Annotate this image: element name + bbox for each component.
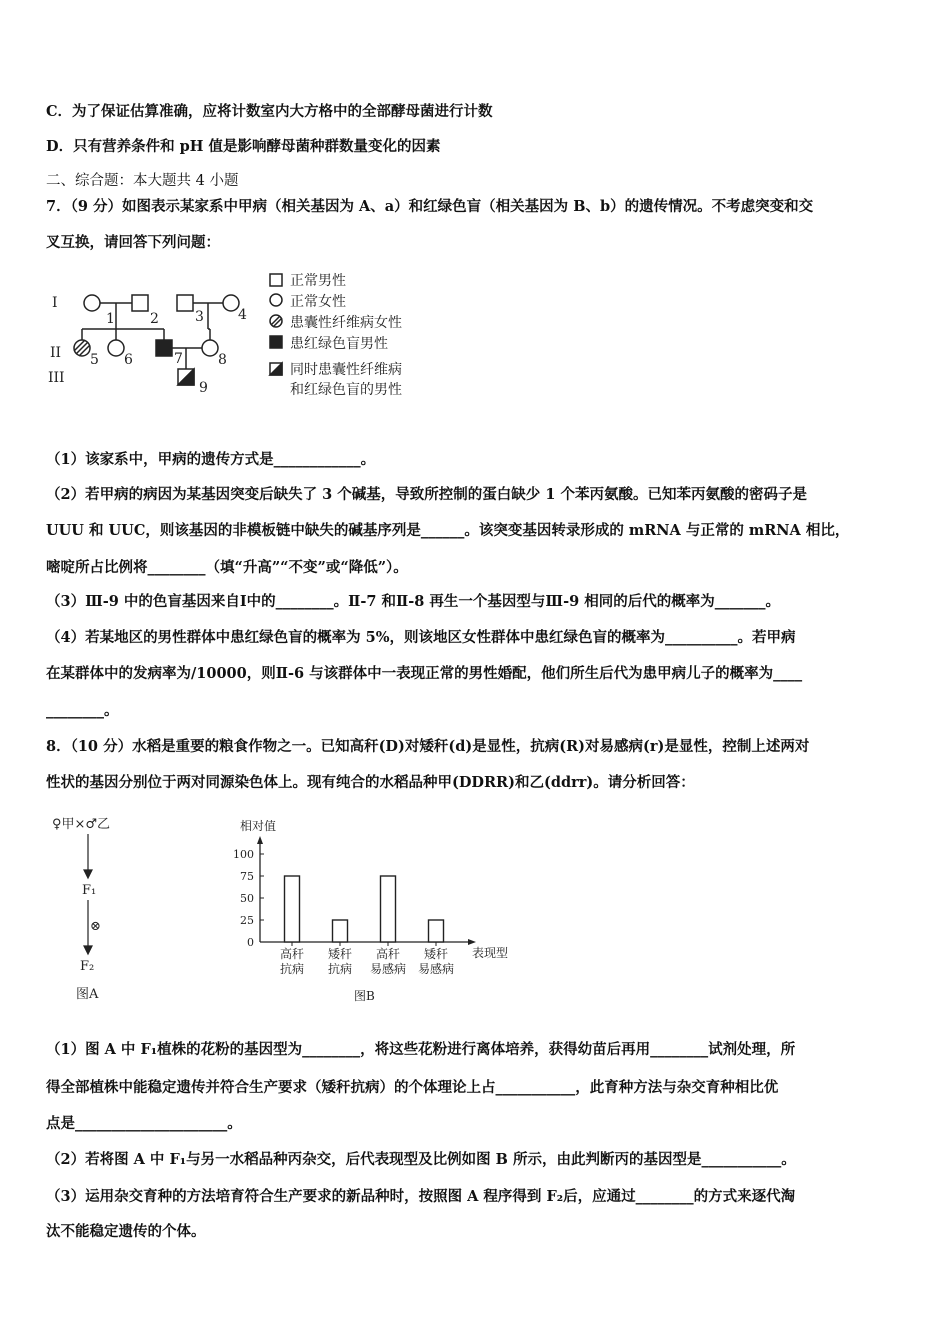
individual-2-label: 2 <box>150 311 159 327</box>
legend-normal-male: 正常男性 <box>290 273 346 289</box>
individual-7-label: 7 <box>174 351 183 367</box>
q8-part1-line2: 得全部植株中能稳定遗传并符合生产要求（矮秆抗病）的个体理论上占___________，此育种方法与杂交育种相比优 <box>46 1079 779 1096</box>
figure-b-caption: 图B <box>354 989 375 1003</box>
cross-label: ♀甲×♂乙 <box>52 817 111 832</box>
pedigree-figure <box>46 266 466 406</box>
x-tick-label: 高秆 <box>375 947 401 961</box>
q7-part4-line2: 在某群体中的发病率为/10000，则Ⅱ-6 与该群体中一表现正常的男性婚配，他们所生后代为患甲病儿子的概率为____ <box>46 665 803 682</box>
q8-stem-1: 8．（10 分）水稻是重要的粮食作物之一。已知高秆(D)对矮秆(d)是显性，抗病(R)对易感病(r)是显性，控制上述两对 <box>46 738 810 755</box>
individual-8-label: 8 <box>218 352 227 368</box>
figure-a <box>52 810 172 1005</box>
bar <box>381 876 396 942</box>
f1-label: F₁ <box>82 883 97 898</box>
legend-cb-male: 患红绿色盲男性 <box>290 336 388 352</box>
y-tick-label: 50 <box>240 892 254 905</box>
x-tick-label: 矮秆 <box>423 947 449 961</box>
legend-cf-female: 患囊性纤维病女性 <box>290 315 402 331</box>
x-axis-label: 表现型 <box>472 946 509 960</box>
q7-part4-line3: ________。 <box>46 702 119 719</box>
y-axis-arrow <box>257 836 263 844</box>
q7-part2-line3: 嘧啶所占比例将________（填“升高”“不变”或“降低”）。 <box>46 559 408 576</box>
q7-part3: （3）Ⅲ-9 中的色盲基因来自Ⅰ中的________。Ⅱ-7 和Ⅱ-8 再生一个基因型与Ⅲ-9 相同的后代的概率为_______。 <box>46 593 780 610</box>
individual-6-label: 6 <box>124 352 133 368</box>
q8-part2: （2）若将图 A 中 F₁与另一水稻品种丙杂交，后代表现型及比例如图 B 所示，由此判断丙的基因型是___________。 <box>46 1151 796 1168</box>
figure-a-caption: 图A <box>76 987 99 1002</box>
option-d: D．只有营养条件和 pH 值是影响酵母菌种群数量变化的因素 <box>46 138 441 155</box>
selfing-symbol: ⊗ <box>90 919 101 934</box>
individual-3-label: 3 <box>195 309 204 325</box>
q7-stem-2: 叉互换，请回答下列问题： <box>46 234 220 251</box>
x-tick-label: 易感病 <box>369 962 407 976</box>
figure-b-chart <box>226 812 526 1007</box>
section-heading: 二、综合题：本大题共 4 小题 <box>46 173 239 189</box>
x-tick-label: 易感病 <box>417 962 455 976</box>
option-c: C．为了保证估算准确，应将计数室内大方格中的全部酵母菌进行计数 <box>46 103 493 120</box>
q7-part2-line1: （2）若甲病的病因为某基因突变后缺失了 3 个碱基，导致所控制的蛋白缺少 1 个苯丙氨酸。已知苯丙氨酸的密码子是 <box>46 486 807 503</box>
bar <box>333 920 348 942</box>
x-axis-arrow <box>468 939 476 945</box>
gen-label-iii: III <box>48 370 65 386</box>
x-tick-label: 抗病 <box>327 962 353 976</box>
legend-both-male-line1: 同时患囊性纤维病 <box>290 362 402 378</box>
q7-part1: （1）该家系中，甲病的遗传方式是____________。 <box>46 451 376 468</box>
q8-stem-2: 性状的基因分别位于两对同源染色体上。现有纯合的水稻品种甲(DDRR)和乙(ddrr)。请分析回答： <box>46 774 695 791</box>
q8-part1-line1: （1）图 A 中 F₁植株的花粉的基因型为________，将这些花粉进行离体培养，获得幼苗后再用________试剂处理，所 <box>46 1041 796 1058</box>
individual-1-label: 1 <box>106 311 115 327</box>
y-tick-label: 25 <box>240 914 254 927</box>
gen-label-i: I <box>52 295 58 311</box>
bar <box>429 920 444 942</box>
individual-4-label: 4 <box>238 307 247 323</box>
y-tick-label: 0 <box>247 936 254 949</box>
x-tick-label: 高秆 <box>279 947 305 961</box>
y-tick-label: 75 <box>240 870 254 883</box>
x-tick-label: 抗病 <box>279 962 305 976</box>
q7-part2-line2: UUU 和 UUC，则该基因的非模板链中缺失的碱基序列是______。该突变基因转录形成的 mRNA 与正常的 mRNA 相比， <box>46 522 850 539</box>
bar <box>285 876 300 942</box>
q8-part1-line3: 点是_____________________。 <box>46 1115 242 1132</box>
gen-label-ii: II <box>50 345 62 361</box>
q8-part3-line1: （3）运用杂交育种的方法培育符合生产要求的新品种时，按照图 A 程序得到 F₂后，应通过________的方式来逐代淘 <box>46 1188 796 1205</box>
y-axis-label: 相对值 <box>240 819 277 833</box>
individual-5-label: 5 <box>90 352 99 368</box>
x-tick-label: 矮秆 <box>327 947 353 961</box>
individual-9-label: 9 <box>199 380 208 396</box>
q8-part3-line2: 汰不能稳定遗传的个体。 <box>46 1223 206 1240</box>
y-tick-label: 100 <box>233 848 254 861</box>
f2-label: F₂ <box>80 959 95 974</box>
q7-part4-line1: （4）若某地区的男性群体中患红绿色盲的概率为 5%，则该地区女性群体中患红绿色盲的概率为__________。若甲病 <box>46 629 796 646</box>
legend-normal-female: 正常女性 <box>290 294 346 310</box>
legend-both-male-line2: 和红绿色盲的男性 <box>290 382 402 398</box>
q7-stem-1: 7．（9 分）如图表示某家系中甲病（相关基因为 A、a）和红绿色盲（相关基因为 B、b）的遗传情况。不考虑突变和交 <box>46 198 814 215</box>
